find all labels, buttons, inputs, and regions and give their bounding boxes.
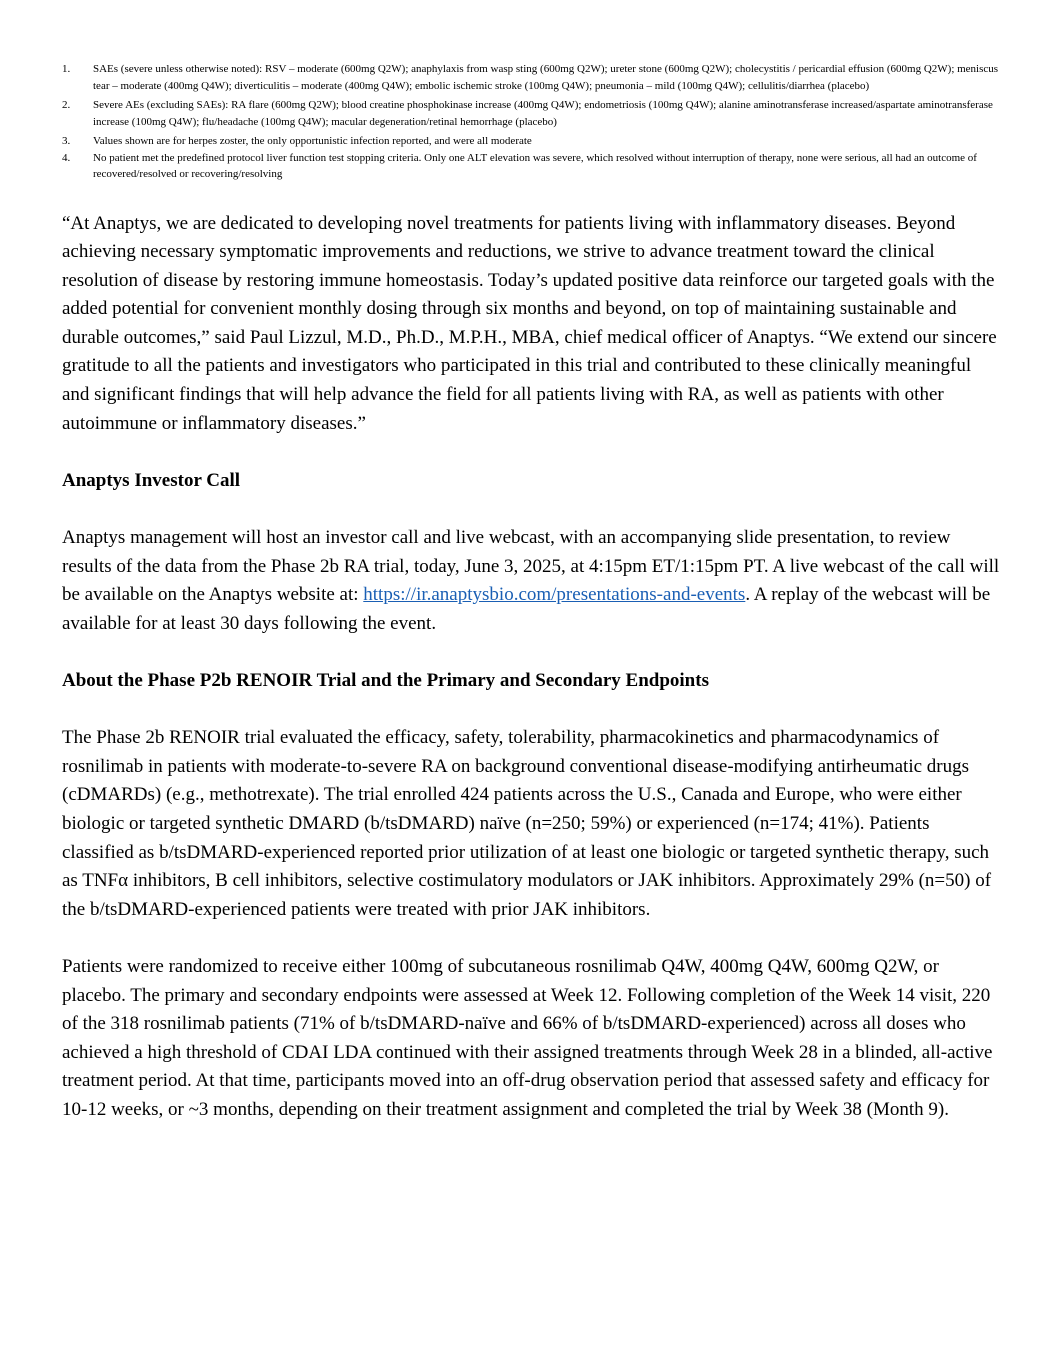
footnote-item	[62, 150, 1002, 183]
footnote-number: 3.	[62, 135, 71, 147]
footnote-text: No patient met the predefined protocol liver function test stopping criteria. Only one ALT elevation was severe, which resolved without interruption of therapy, none were serious, all had an outcome of recovered/resolved or recovering/resolving	[93, 151, 977, 180]
document-page	[62, 61, 1002, 1125]
footnote-number: 2.	[62, 99, 71, 111]
footnote-item	[62, 133, 1002, 150]
trial-heading: About the Phase P2b RENOIR Trial and the Primary and Secondary Endpoints	[62, 670, 709, 691]
footnote-number: 4.	[62, 151, 71, 164]
footnote-item	[62, 61, 1002, 94]
footnote-list	[62, 61, 1002, 183]
executive-quote-paragraph: “At Anaptys, we are dedicated to developing novel treatments for patients living with inflammatory diseases. Beyond achieving necessary symptomatic improvements and reductions, we strive to advance treatment toward the clinical resolution of disease by restoring immune homeostasis. Today’s updated positive data reinforce our targeted goals with the added potential for convenient monthly dosing through six months and beyond, on top of maintaining sustainable and durable outcomes,” said Paul Lizzul, M.D., Ph.D., M.P.H., MBA, chief medical officer of Anaptys. “We extend our sincere gratitude to all the patients and investigators who participated in this trial and contributed to these clinically meaningful and significant findings that will help advance the field for all patients living with RA, as well as patients with other autoimmune or inflammatory diseases.”	[62, 212, 997, 434]
trial-randomization-paragraph: Patients were randomized to receive either 100mg of subcutaneous rosnilimab Q4W, 400mg Q4W, 600mg Q2W, or placebo. The primary and secondary endpoints were assessed at Week 12. Following completion of the Week 14 visit, 220 of the 318 rosnilimab patients (71% of b/tsDMARD-naïve and 66% of b/tsDMARD-experienced) across all doses who achieved a high threshold of CDAI LDA continued with their assigned treatments through Week 28 in a blinded, all-active treatment period. At that time, participants moved into an off-drug observation period that assessed safety and efficacy for 10-12 weeks, or ~3 months, depending on their treatment assignment and completed the trial by Week 38 (Month 9).	[62, 955, 993, 1120]
footnote-text: Values shown are for herpes zoster, the only opportunistic infection reported, and were all moderate	[93, 135, 532, 147]
footnote-text: SAEs (severe unless otherwise noted): RSV – moderate (600mg Q2W); anaphylaxis from wasp sting (600mg Q2W); ureter stone (600mg Q2W); cholecystitis / pericardial effusion (600mg Q2W); meniscus tear – moderate (400mg Q4W); diverticulitis – moderate (400mg Q4W); embolic ischemic stroke (100mg Q4W); pneumonia – mild (100mg Q4W); cellulitis/diarrhea (placebo)	[93, 63, 999, 92]
footnote-item	[62, 97, 1002, 130]
footnote-number: 1.	[62, 63, 71, 75]
investor-call-text: Anaptys management will host an investor call and live webcast, with an accompanying slide presentation, to review results of the data from the Phase 2b RA trial, today, June 3, 2025, at 4:15pm ET/1:15pm PT. A live webcast of the call will be available on the Anaptys website at:	[62, 527, 1000, 606]
investor-call-paragraph	[62, 524, 1002, 638]
investor-call-text-end: . A replay of the webcast will be available for at least 30 days following the event.	[62, 584, 991, 634]
investor-call-heading: Anaptys Investor Call	[62, 469, 241, 491]
webcast-link[interactable]: https://ir.anaptysbio.com/presentations-and-events	[363, 584, 746, 606]
footnote-text: Severe AEs (excluding SAEs): RA flare (600mg Q2W); blood creatine phosphokinase increase (400mg Q4W); endometriosis (100mg Q4W); alanine aminotransferase increased/aspartate aminotransferase increase (100mg Q4W); flu/headache (100mg Q4W); macular degeneration/retinal hemorrhage (placebo)	[93, 99, 993, 128]
trial-description-paragraph: The Phase 2b RENOIR trial evaluated the efficacy, safety, tolerability, pharmacokinetics and pharmacodynamics of rosnilimab in patients with moderate-to-severe RA on background conventional disease-modifying antirheumatic drugs (cDMARDs) (e.g., methotrexate). The trial enrolled 424 patients across the U.S., Canada and Europe, who were either biologic or targeted synthetic DMARD (b/tsDMARD) naïve (n=250; 59%) or experienced (n=174; 41%). Patients classified as b/tsDMARD-experienced reported prior utilization of at least one biologic or targeted synthetic therapy, such as TNFα inhibitors, B cell inhibitors, selective costimulatory modulators or JAK inhibitors. Approximately 29% (n=50) of the b/tsDMARD-experienced patients were treated with prior JAK inhibitors.	[62, 727, 992, 920]
